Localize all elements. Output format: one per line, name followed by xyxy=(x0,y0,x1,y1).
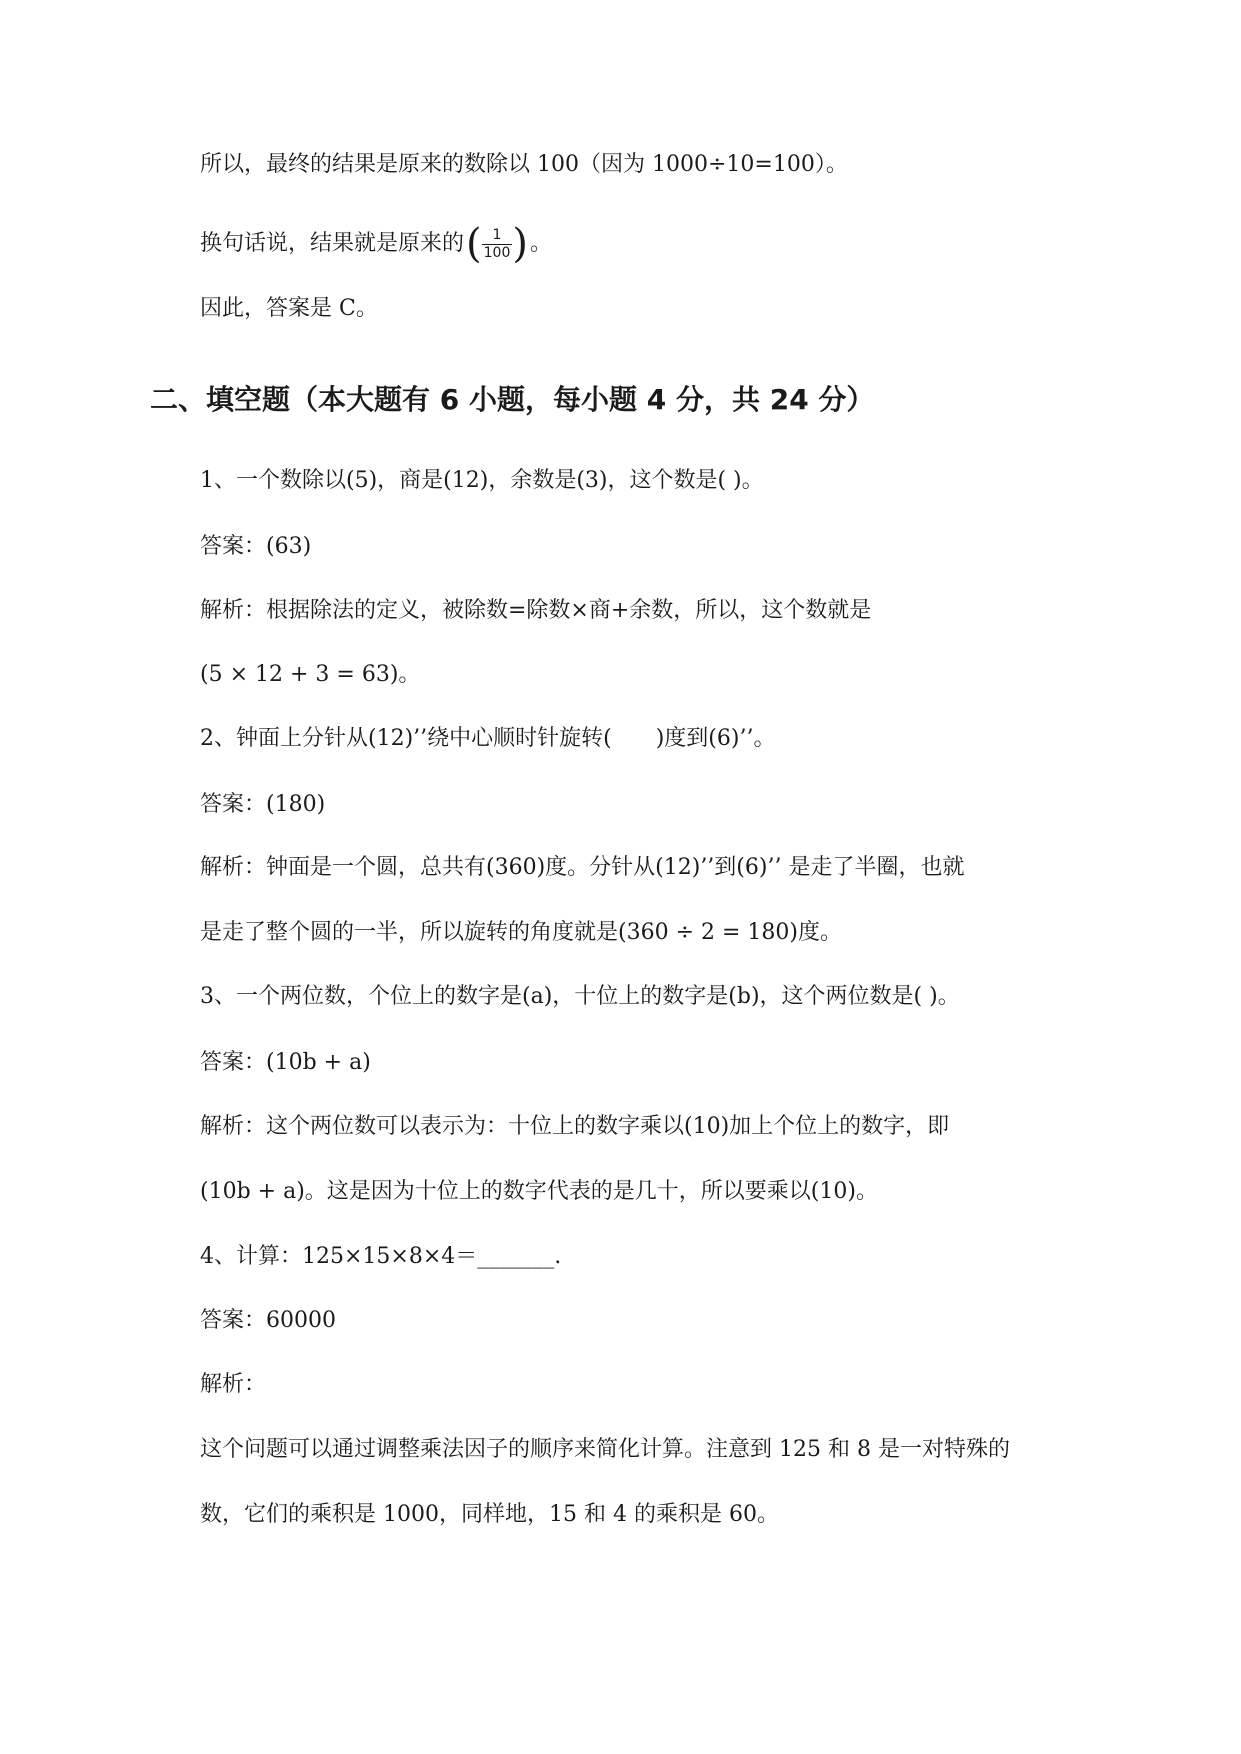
fraction-numerator: 1 xyxy=(482,227,513,245)
fraction xyxy=(466,221,528,267)
q3-analysis-1: 解析：这个两位数可以表示为：十位上的数字乘以(10)加上个位上的数字，即 xyxy=(200,1114,950,1139)
q1-analysis-1: 解析：根据除法的定义，被除数=除数×商+余数，所以，这个数就是 xyxy=(200,598,872,623)
prev-line-2-prefix: 换句话说，结果就是原来的 xyxy=(200,231,465,256)
prev-line-2-suffix: 。 xyxy=(529,231,552,256)
q4-analysis-1: 这个问题可以通过调整乘法因子的顺序来简化计算。注意到 125 和 8 是一对特殊的 xyxy=(200,1437,1010,1462)
q3-answer: 答案：(10b + a) xyxy=(200,1050,371,1075)
fraction-left-paren: ( xyxy=(466,221,482,267)
fraction-right-paren: ) xyxy=(512,221,528,267)
q2-analysis-2: 是走了整个圆的一半，所以旋转的角度就是(360 ÷ 2 = 180)度。 xyxy=(200,920,842,945)
prev-line-1: 所以，最终的结果是原来的数除以 100（因为 1000÷10=100）。 xyxy=(200,152,848,177)
section-heading: 二、填空题（本大题有 6 小题，每小题 4 分，共 24 分） xyxy=(150,383,875,416)
q2-answer: 答案：(180) xyxy=(200,792,326,817)
q4-question: 4、计算：125×15×8×4＝_______. xyxy=(200,1244,562,1269)
q4-analysis-2: 数，它们的乘积是 1000，同样地，15 和 4 的乘积是 60。 xyxy=(200,1502,779,1527)
q1-question: 1、一个数除以(5)，商是(12)，余数是(3)，这个数是( )。 xyxy=(200,468,764,493)
prev-line-2 xyxy=(200,221,552,267)
q4-analysis-label: 解析： xyxy=(200,1372,267,1397)
q1-analysis-2: (5 × 12 + 3 = 63)。 xyxy=(200,662,421,687)
q4-answer: 答案：60000 xyxy=(200,1308,336,1333)
fraction-denominator: 100 xyxy=(483,244,511,261)
q3-question: 3、一个两位数，个位上的数字是(a)，十位上的数字是(b)，这个两位数是( )。 xyxy=(200,984,960,1009)
q2-question: 2、钟面上分针从(12)’’绕中心顺时针旋转( )度到(6)’’。 xyxy=(200,726,776,751)
q1-answer: 答案：(63) xyxy=(200,534,312,559)
q3-analysis-2: (10b + a)。这是因为十位上的数字代表的是几十，所以要乘以(10)。 xyxy=(200,1179,878,1204)
q2-analysis-1: 解析：钟面是一个圆，总共有(360)度。分针从(12)’’到(6)’’ 是走了半圈，也就 xyxy=(200,855,965,880)
prev-line-3: 因此，答案是 C。 xyxy=(200,296,378,321)
